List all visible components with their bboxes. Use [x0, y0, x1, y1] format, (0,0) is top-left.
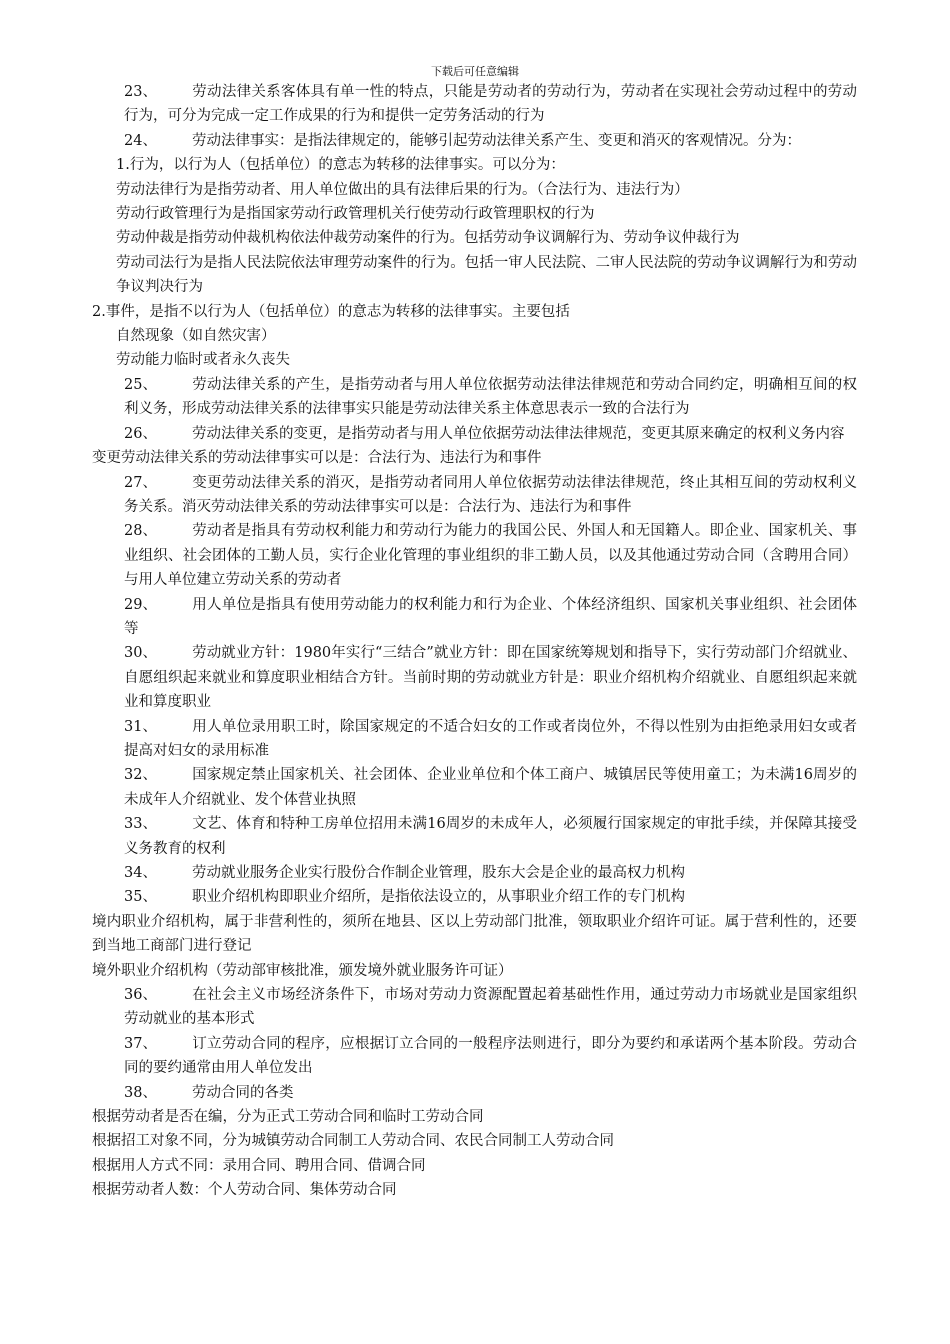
paragraph-text: 变更劳动法律关系的劳动法律事实可以是：合法行为、违法行为和事件 [92, 450, 542, 467]
paragraph-text: 劳动法律行为是指劳动者、用人单位做出的具有法律后果的行为。（合法行为、违法行为） [116, 181, 689, 198]
paragraph [92, 1105, 857, 1129]
item-number: 38、 [124, 1084, 157, 1101]
paragraph-text: 劳动法律关系的产生，是指劳动者与用人单位依据劳动法律法律规范和劳动合同约定，明确相互间的权利义务，形成劳动法律关系的法律事实只能是劳动法律关系主体意思表示一致的合法行为 [124, 376, 857, 418]
paragraph-text: 文艺、体育和特种工房单位招用未满16周岁的未成年人，必须履行国家规定的审批手续，并保障其接受义务教育的权利 [124, 816, 857, 857]
paragraph-text: 境内职业介绍机构，属于非营利性的，须所在地县、区以上劳动部门批准，领取职业介绍许可证。属于营利性的，还要到当地工商部门进行登记 [92, 913, 857, 955]
paragraph-text: 在社会主义市场经济条件下，市场对劳动力资源配置起着基础性作用，通过劳动力市场就业是国家组织劳动就业的基本形式 [124, 987, 857, 1028]
item-number: 35、 [124, 889, 157, 906]
paragraph [92, 763, 857, 812]
paragraph-text: 根据招工对象不同，分为城镇劳动合同制工人劳动合同、农民合同制工人劳动合同 [92, 1133, 614, 1150]
paragraph-text: 劳动能力临时或者永久丧失 [116, 352, 290, 369]
paragraph-text: 境外职业介绍机构（劳动部审核批准，颁发境外就业服务许可证） [92, 962, 513, 979]
paragraph-text: 劳动仲裁是指劳动仲裁机构依法仲裁劳动案件的行为。包括劳动争议调解行为、劳动争议仲裁行为 [116, 230, 740, 247]
paragraph-text: 根据用人方式不同：录用合同、聘用合同、借调合同 [92, 1157, 426, 1174]
paragraph-text: 劳动就业服务企业实行股份合作制企业管理，股东大会是企业的最高权力机构 [192, 865, 685, 881]
paragraph-text: 劳动就业方针：1980年实行“三结合”就业方针：即在国家统筹规划和指导下，实行劳动部门介绍就业、自愿组织起来就业和算度职业相结合方针。当前时期的劳动就业方针是：职业介绍机构介绍就业、自愿组织起来就业和算度职业 [124, 645, 857, 711]
item-number: 28、 [124, 523, 157, 540]
paragraph [92, 226, 857, 250]
paragraph-text: 劳动法律关系客体具有单一性的特点，只能是劳动者的劳动行为，劳动者在实现社会劳动过程中的劳动行为，可分为完成一定工作成果的行为和提供一定劳务活动的行为 [124, 84, 857, 125]
paragraph [92, 641, 857, 714]
paragraph-text: 劳动合同的各类 [192, 1084, 294, 1101]
paragraph [92, 593, 857, 642]
page-header: 下载后可任意编辑 [431, 65, 519, 78]
item-number: 24、 [124, 132, 157, 149]
paragraph [92, 348, 857, 372]
paragraph-text: 根据劳动者是否在编，分为正式工劳动合同和临时工劳动合同 [92, 1109, 484, 1126]
paragraph [92, 861, 857, 885]
paragraph [92, 910, 857, 959]
paragraph [92, 153, 857, 177]
paragraph [92, 129, 857, 153]
paragraph-text: 根据劳动者人数：个人劳动合同、集体劳动合同 [92, 1182, 397, 1199]
item-number: 25、 [124, 376, 157, 393]
paragraph [92, 715, 857, 764]
paragraph [92, 422, 857, 446]
paragraph [92, 324, 857, 348]
paragraph [92, 983, 857, 1032]
item-number: 32、 [124, 767, 157, 784]
item-number: 29、 [124, 596, 157, 613]
paragraph [92, 251, 857, 300]
paragraph [92, 812, 857, 861]
paragraph-text: 2.事件，是指不以行为人（包括单位）的意志为转移的法律事实。主要包括 [92, 303, 570, 320]
paragraph-text: 订立劳动合同的程序，应根据订立合同的一般程序法则进行，即分为要约和承诺两个基本阶段。劳动合同的要约通常由用人单位发出 [124, 1035, 857, 1077]
paragraph-text: 国家规定禁止国家机关、社会团体、企业业单位和个体工商户、城镇居民等使用童工；为未满16周岁的未成年人介绍就业、发个体营业执照 [124, 767, 857, 808]
paragraph [92, 519, 857, 592]
paragraph-text: 劳动行政管理行为是指国家劳动行政管理机关行使劳动行政管理职权的行为 [116, 206, 595, 223]
item-number: 34、 [124, 865, 157, 881]
paragraph [92, 1081, 857, 1105]
paragraph [92, 471, 857, 520]
paragraph-text: 1.行为，以行为人（包括单位）的意志为转移的法律事实。可以分为： [116, 157, 565, 174]
paragraph [92, 202, 857, 226]
item-number: 27、 [124, 474, 157, 491]
paragraph-text: 劳动法律事实：是指法律规定的，能够引起劳动法律关系产生、变更和消灭的客观情况。分为： [192, 132, 801, 149]
paragraph [92, 1129, 857, 1153]
paragraph [92, 300, 857, 324]
item-number: 33、 [124, 816, 157, 833]
item-number: 26、 [124, 425, 157, 442]
item-number: 23、 [124, 84, 157, 100]
paragraph-text: 变更劳动法律关系的消灭，是指劳动者同用人单位依据劳动法律法律规范，终止其相互间的劳动权利义务关系。消灭劳动法律关系的劳动法律事实可以是：合法行为、违法行为和事件 [124, 474, 857, 515]
paragraph [92, 178, 857, 202]
paragraph [92, 885, 857, 909]
item-number: 37、 [124, 1035, 157, 1052]
paragraph [92, 373, 857, 422]
paragraph-text: 用人单位是指具有使用劳动能力的权利能力和行为企业、个体经济组织、国家机关事业组织、社会团体等 [124, 596, 857, 637]
paragraph [92, 1178, 857, 1202]
paragraph-text: 劳动司法行为是指人民法院依法审理劳动案件的行为。包括一审人民法院、二审人民法院的劳动争议调解行为和劳动争议判决行为 [116, 254, 857, 296]
paragraph-text: 职业介绍机构即职业介绍所，是指依法设立的，从事职业介绍工作的专门机构 [192, 889, 685, 906]
paragraph-text: 劳动者是指具有劳动权利能力和劳动行为能力的我国公民、外国人和无国籍人。即企业、国家机关、事业组织、社会团体的工勤人员，实行企业化管理的事业组织的非工勤人员，以及其他通过劳动合同（含聘用合同）与用人单位建立劳动关系的劳动者 [124, 523, 857, 589]
paragraph-text: 劳动法律关系的变更，是指劳动者与用人单位依据劳动法律法律规范，变更其原来确定的权利义务内容 [192, 425, 845, 442]
item-number: 31、 [124, 718, 157, 735]
paragraph-text: 自然现象（如自然灾害） [116, 328, 276, 345]
paragraph [92, 959, 857, 983]
paragraph [92, 1032, 857, 1081]
paragraph [92, 80, 857, 129]
item-number: 30、 [124, 645, 157, 662]
paragraph [92, 446, 857, 470]
item-number: 36、 [124, 987, 157, 1004]
document-body [92, 80, 857, 1203]
paragraph [92, 1154, 857, 1178]
paragraph-text: 用人单位录用职工时，除国家规定的不适合妇女的工作或者岗位外，不得以性别为由拒绝录用妇女或者提高对妇女的录用标准 [124, 718, 857, 759]
